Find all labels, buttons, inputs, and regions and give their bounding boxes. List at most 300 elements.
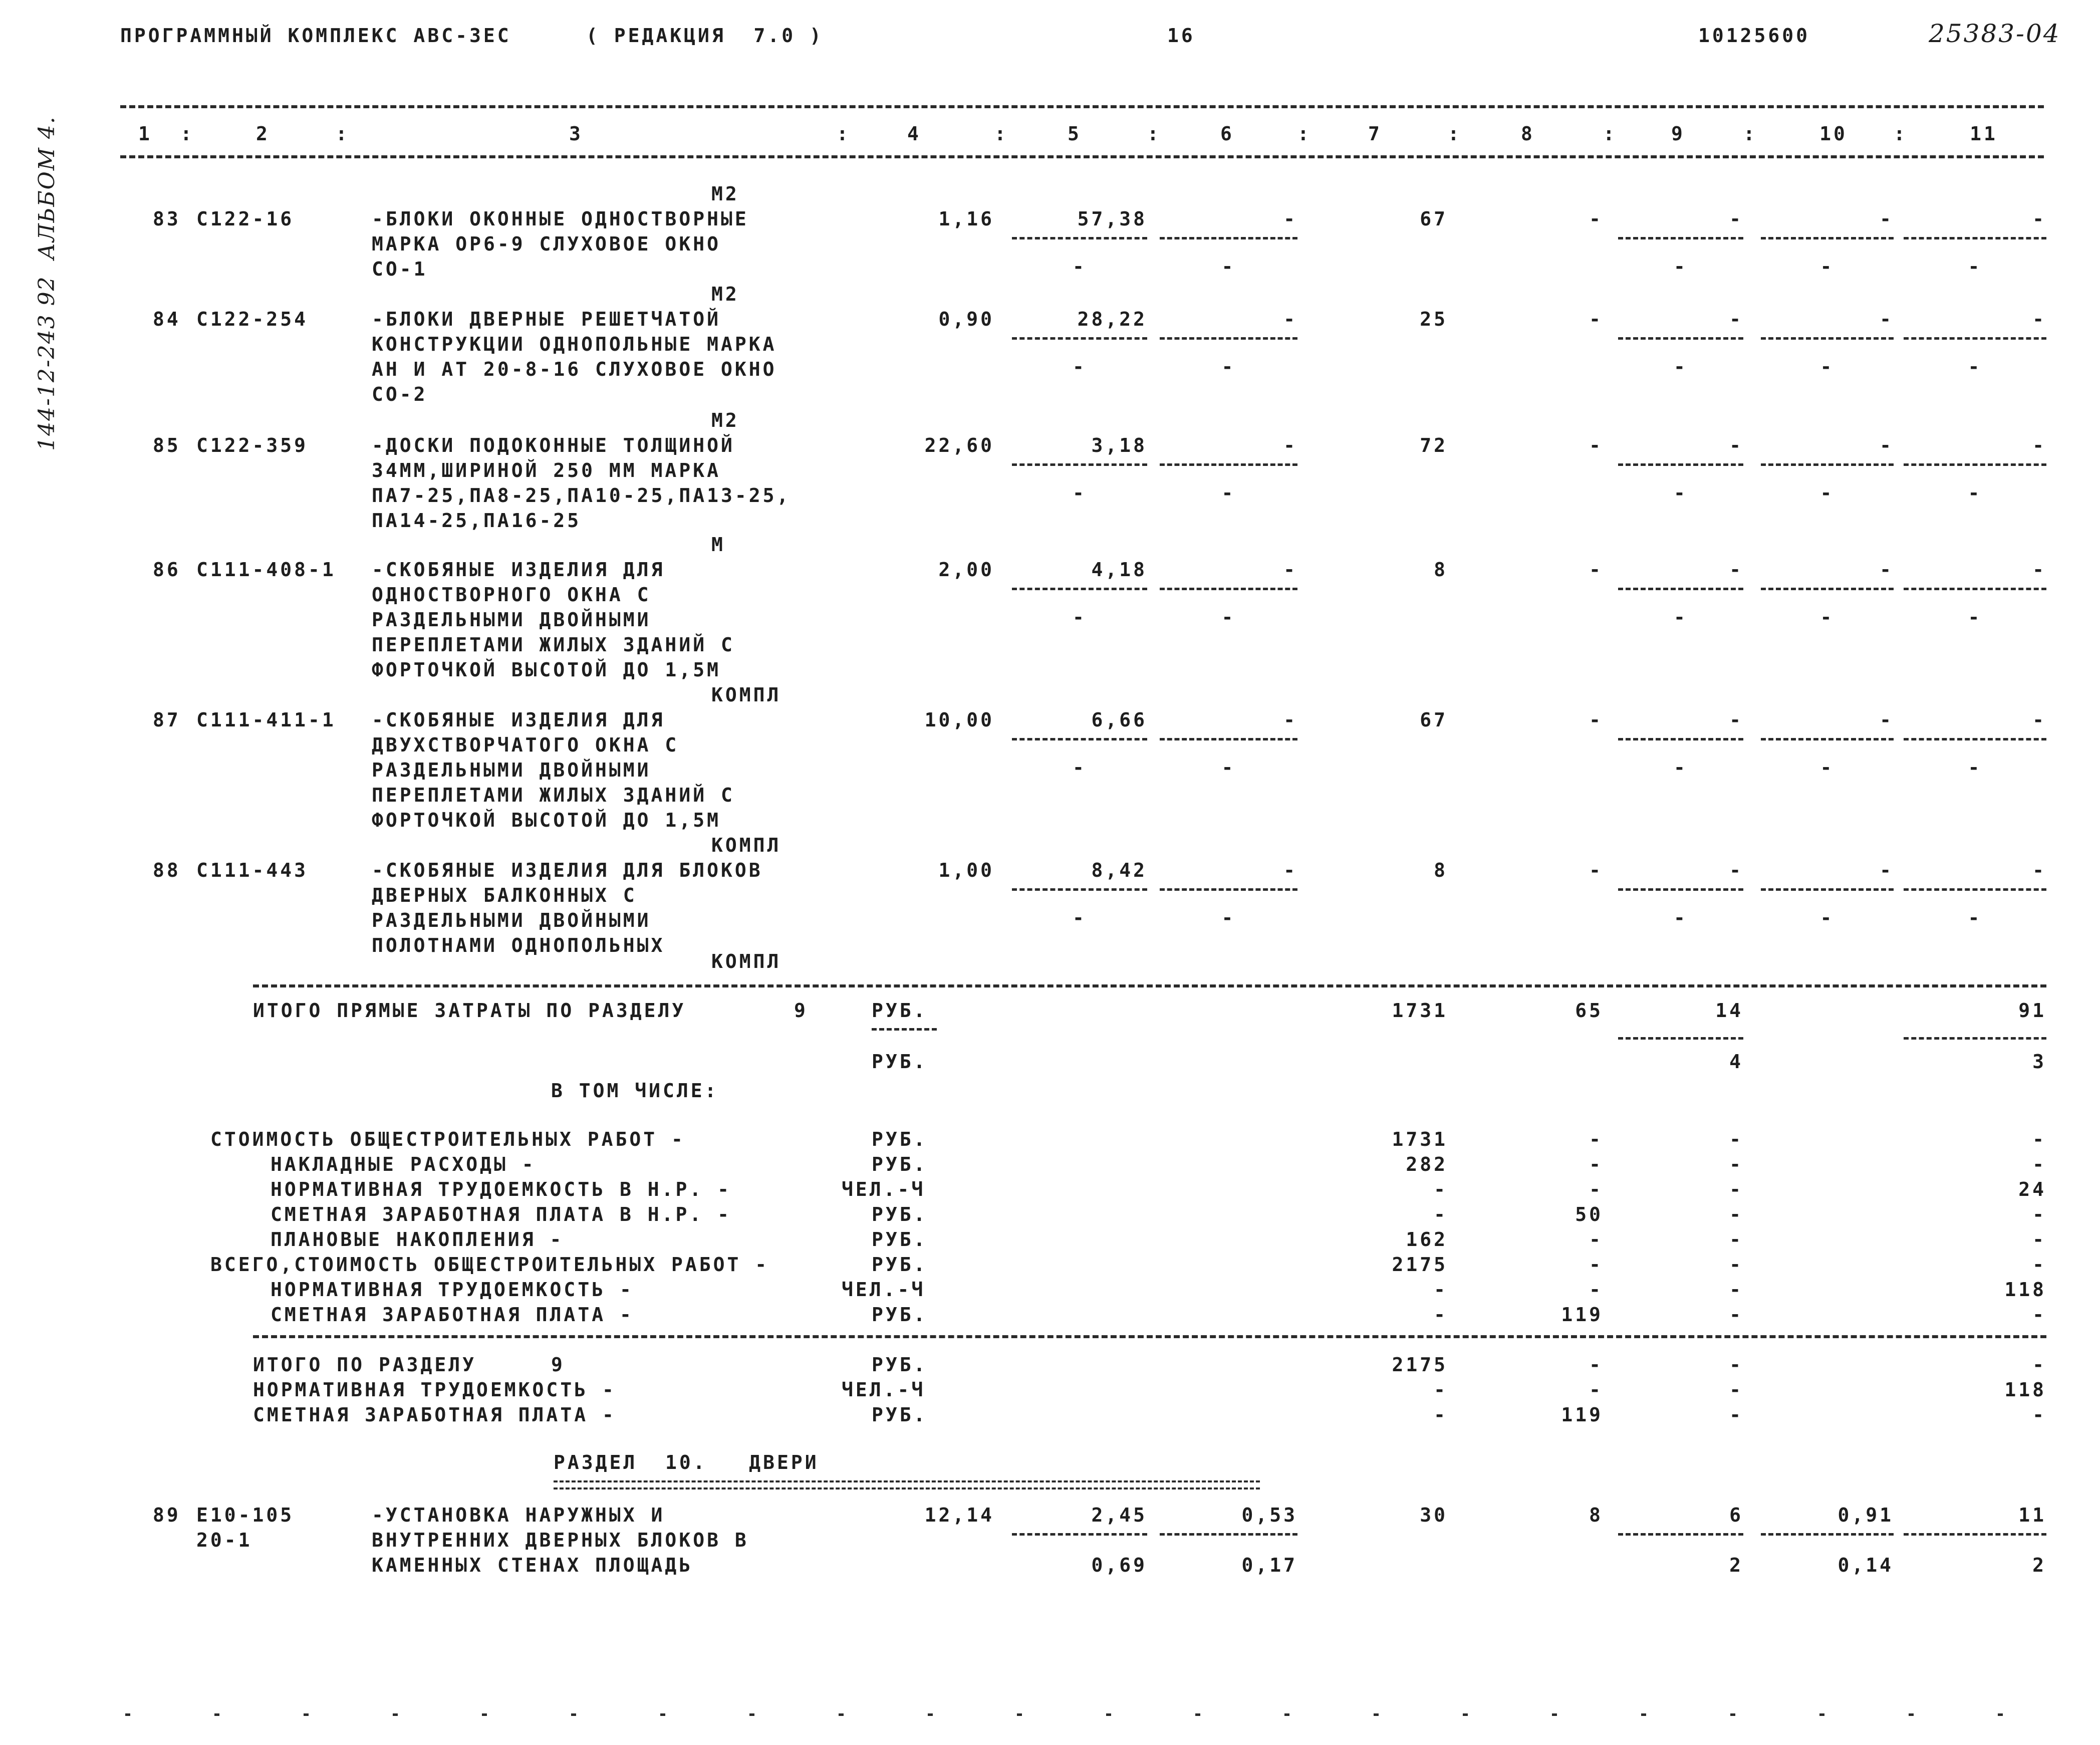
breakdown-unit: РУБ. [872,1153,928,1175]
item-description-line: ПА14-25,ПА16-25 [372,510,582,532]
labour-total: - [2032,709,2046,731]
total-wage: - [1589,308,1603,330]
breakdown-labour: 24 [2018,1178,2046,1200]
unit-cost: 57,38 [1077,208,1147,230]
price-code: C111-411-1 [196,709,336,731]
breakdown-wage: 119 [1561,1304,1603,1326]
item-description-line: ПА7-25,ПА8-25,ПА10-25,ПА13-25, [372,484,791,507]
column-separator: : [837,123,851,145]
breakdown-machine: - [1729,1128,1743,1150]
item-number: 83 [153,208,181,230]
sub-value: - [1073,757,1087,779]
machine-cost: - [1729,709,1743,731]
breakdown-cost: 282 [1406,1153,1448,1175]
item-description-line: 34ММ,ШИРИНОЙ 250 ММ МАРКА [372,459,721,481]
total-wage: - [1589,559,1603,581]
breakdown-label: НОРМАТИВНАЯ ТРУДОЕМКОСТЬ - [271,1279,634,1301]
item-value: 12,14 [924,1504,994,1526]
price-code: C122-359 [196,434,309,456]
item-description-line: АН И АТ 20-8-16 СЛУХОВОЕ ОКНО [372,358,777,380]
breakdown-wage: - [1589,1254,1603,1276]
unit-label: М [711,534,725,556]
breakdown-unit: ЧЕЛ.-Ч [842,1279,926,1301]
column-number: 11 [1970,123,1998,145]
section-total-wage: 119 [1561,1404,1603,1426]
tick-mark [1195,1713,1200,1716]
sub-value: - [1674,757,1688,779]
total-direct-cost: 1731 [1392,1000,1448,1022]
column-separator: : [1448,123,1462,145]
column-separator: : [336,123,350,145]
value-separator [1012,1533,1147,1536]
breakdown-labour: - [2032,1128,2046,1150]
total-wage: - [1589,434,1603,456]
item-number: 86 [153,559,181,581]
item-value: 8 [1589,1504,1603,1526]
sub-value: - [1820,606,1834,628]
labour-unit: - [1880,859,1894,881]
column-number: 10 [1819,123,1848,145]
breakdown-labour: 118 [2004,1279,2046,1301]
value-separator [1761,463,1894,466]
sub-value: - [1073,606,1087,628]
breakdown-label: СМЕТНАЯ ЗАРАБОТНАЯ ПЛАТА - [271,1304,634,1326]
tick-mark [839,1713,844,1716]
tick-mark [1552,1713,1557,1716]
breakdown-label: НОРМАТИВНАЯ ТРУДОЕМКОСТЬ В Н.Р. - [271,1178,731,1200]
breakdown-labour: - [2032,1153,2046,1175]
sub-value: - [1820,356,1834,378]
sub-value: - [1968,606,1982,628]
labour-total: - [2032,859,2046,881]
item-value: 30 [1420,1504,1448,1526]
tick-mark [1106,1713,1111,1716]
labour-unit: - [1880,709,1894,731]
labour-total: - [2032,434,2046,456]
breakdown-unit: РУБ. [872,1254,928,1276]
tick-mark [1909,1713,1914,1716]
column-number: 6 [1220,123,1234,145]
column-number: 1 [138,123,152,145]
price-code-suffix: 20-1 [196,1529,252,1551]
item-value: 2,45 [1091,1504,1147,1526]
total-direct-labour-machine: 3 [2032,1051,2046,1073]
machine-cost: - [1729,308,1743,330]
value-separator [1160,1533,1297,1536]
value-separator [1761,1533,1894,1536]
value-separator [1904,337,2046,340]
item-description-line: РАЗДЕЛЬНЫМИ ДВОЙНЫМИ [372,909,651,931]
item-description-line: -СКОБЯНЫЕ ИЗДЕЛИЯ ДЛЯ БЛОКОВ [372,859,763,881]
price-code: C122-254 [196,308,309,330]
value-separator [1761,337,1894,340]
item-number: 84 [153,308,181,330]
item-number: 87 [153,709,181,731]
item-description-line: -БЛОКИ ДВЕРНЫЕ РЕШЕТЧАТОЙ [372,308,721,330]
section-total-unit: РУБ. [872,1404,928,1426]
column-separator: : [1297,123,1311,145]
breakdown-machine: - [1729,1203,1743,1225]
unit-label: M2 [711,183,739,205]
total-cost: 72 [1420,434,1448,456]
item-description-line: ПЕРЕПЛЕТАМИ ЖИЛЫХ ЗДАНИЙ С [372,784,735,806]
breakdown-unit: ЧЕЛ.-Ч [842,1178,926,1200]
column-number: 4 [907,123,921,145]
sub-value: - [1820,757,1834,779]
tick-mark [482,1713,487,1716]
column-number: 8 [1521,123,1535,145]
breakdown-cost: 2175 [1392,1254,1448,1276]
section-total-unit: ЧЕЛ.-Ч [842,1379,926,1401]
column-separator: : [994,123,1008,145]
breakdown-label: СМЕТНАЯ ЗАРАБОТНАЯ ПЛАТА В Н.Р. - [271,1203,731,1225]
item-description-line: -УСТАНОВКА НАРУЖНЫХ И [372,1504,665,1526]
sub-value: - [1968,356,1982,378]
labour-unit: - [1880,434,1894,456]
breakdown-labour: - [2032,1203,2046,1225]
sub-value: - [1968,256,1982,278]
value-separator [1012,237,1147,239]
price-code: C111-443 [196,859,309,881]
sub-value: - [1968,757,1982,779]
total-wage: - [1589,208,1603,230]
breakdown-machine: - [1729,1178,1743,1200]
item-value: 0,91 [1838,1504,1894,1526]
unit-cost: 28,22 [1077,308,1147,330]
tick-mark [571,1713,576,1716]
item-description-line: -ДОСКИ ПОДОКОННЫЕ ТОЛЩИНОЙ [372,434,735,456]
tick-mark [304,1713,309,1716]
breakdown-machine: - [1729,1254,1743,1276]
tick-mark [1374,1713,1379,1716]
column-separator: : [180,123,194,145]
quantity: 1,00 [938,859,994,881]
value-separator [1160,888,1297,891]
labour-total: - [2032,559,2046,581]
column-separator: : [1147,123,1161,145]
labour-total: - [2032,208,2046,230]
breakdown-labour: - [2032,1254,2046,1276]
item-description-line: КОНСТРУКЦИИ ОДНОПОЛЬНЫЕ МАРКА [372,333,777,355]
item-value: 11 [2018,1504,2046,1526]
value-separator [1904,888,2046,891]
tick-mark [1998,1713,2003,1716]
tick-mark [1730,1713,1735,1716]
machine-cost: - [1729,559,1743,581]
section-total-machine: - [1729,1404,1743,1426]
item-description-line: РАЗДЕЛЬНЫМИ ДВОЙНЫМИ [372,759,651,781]
sub-value: 0,17 [1241,1554,1297,1576]
breakdown-machine: - [1729,1304,1743,1326]
section-total-rule [253,1335,2046,1338]
value-separator [1618,738,1743,740]
value-separator [1012,888,1147,891]
value-separator [1904,1533,2046,1536]
value-separator [1012,588,1147,590]
tick-mark [660,1713,665,1716]
breakdown-cost: - [1434,1178,1448,1200]
item-description-line: ДВЕРНЫХ БАЛКОННЫХ С [372,884,637,906]
breakdown-machine: - [1729,1228,1743,1251]
value-separator [1618,237,1743,239]
breakdown-machine: - [1729,1153,1743,1175]
total-cost: 67 [1420,709,1448,731]
sub-value: 0,14 [1838,1554,1894,1576]
breakdown-wage: - [1589,1228,1603,1251]
value-separator [1904,588,2046,590]
item-number: 89 [153,1504,181,1526]
sub-value: - [1073,356,1087,378]
unit-label: M2 [711,409,739,431]
item-description-line: СО-1 [372,258,428,280]
section-total-cost: - [1434,1379,1448,1401]
value-separator [1160,588,1297,590]
item-description-line: ОДНОСТВОРНОГО ОКНА С [372,584,651,606]
item-description-line: -СКОБЯНЫЕ ИЗДЕЛИЯ ДЛЯ [372,559,665,581]
item-description-line: ФОРТОЧКОЙ ВЫСОТОЙ ДО 1,5М [372,809,721,831]
value-separator [1761,237,1894,239]
sub-value: - [1221,482,1236,504]
total-direct-section: 9 [794,1000,808,1022]
total-direct-unit: РУБ. [872,1000,928,1022]
breakdown-cost: 162 [1406,1228,1448,1251]
labour-unit: - [1880,308,1894,330]
unit-wage: - [1283,709,1297,731]
column-number: 7 [1368,123,1382,145]
value-separator [1904,1037,2046,1040]
sub-value: - [1674,606,1688,628]
unit-cost: 4,18 [1091,559,1147,581]
sub-value: - [1221,256,1236,278]
value-separator [1618,337,1743,340]
breakdown-wage: 50 [1575,1203,1603,1225]
doc-code: 10125600 [1698,25,1810,47]
item-description-line: ДВУХСТВОРЧАТОГО ОКНА С [372,734,679,756]
item-description-line: -СКОБЯНЫЕ ИЗДЕЛИЯ ДЛЯ [372,709,665,731]
total-wage: - [1589,709,1603,731]
value-separator [1618,1533,1743,1536]
page-number: 16 [1167,25,1195,47]
item-description-line: КАМЕННЫХ СТЕНАХ ПЛОЩАДЬ [372,1554,693,1576]
item-description-line: ВНУТРЕННИХ ДВЕРНЫХ БЛОКОВ В [372,1529,749,1551]
total-cost: 8 [1434,859,1448,881]
tick-mark [1819,1713,1824,1716]
value-separator [1618,463,1743,466]
sub-value: - [1073,256,1087,278]
item-description-line: ПЕРЕПЛЕТАМИ ЖИЛЫХ ЗДАНИЙ С [372,634,735,656]
breakdown-wage: - [1589,1178,1603,1200]
breakdown-label: НАКЛАДНЫЕ РАСХОДЫ - [271,1153,536,1175]
machine-cost: - [1729,434,1743,456]
value-separator [1618,1037,1743,1040]
section-total-label: НОРМАТИВНАЯ ТРУДОЕМКОСТЬ - [253,1379,616,1401]
sub-value: - [1221,907,1236,929]
section-total-cost: - [1434,1404,1448,1426]
tick-mark [214,1713,219,1716]
breakdown-unit: РУБ. [872,1203,928,1225]
value-separator [1761,888,1894,891]
section-10-underline [554,1480,1260,1489]
breakdown-label: СТОИМОСТЬ ОБЩЕСТРОИТЕЛЬНЫХ РАБОТ - [210,1128,685,1150]
value-separator [1618,888,1743,891]
unit-label: M2 [711,283,739,305]
breakdown-label: ВСЕГО,СТОИМОСТЬ ОБЩЕСТРОИТЕЛЬНЫХ РАБОТ - [210,1254,769,1276]
section-total-machine: - [1729,1354,1743,1376]
sub-value: - [1073,482,1087,504]
sub-value: - [1968,907,1982,929]
sub-value: - [1221,356,1236,378]
unit-cost: 6,66 [1091,709,1147,731]
sub-value: - [1820,907,1834,929]
sub-value: 0,69 [1091,1554,1147,1576]
sub-value: - [1820,482,1834,504]
breakdown-machine: - [1729,1279,1743,1301]
section-total-labour: - [2032,1354,2046,1376]
item-number: 85 [153,434,181,456]
value-separator [1618,588,1743,590]
album-side-label: 144-12-243 92 АЛЬБОМ 4. [34,116,60,451]
unit-wage: - [1283,208,1297,230]
item-description-line: ФОРТОЧКОЙ ВЫСОТОЙ ДО 1,5М [372,659,721,681]
value-separator [1012,337,1147,340]
item-description-line: РАЗДЕЛЬНЫМИ ДВОЙНЫМИ [372,609,651,631]
section-total-labour: 118 [2004,1379,2046,1401]
price-code: C122-16 [196,208,295,230]
quantity: 22,60 [924,434,994,456]
total-direct-machine: 14 [1715,1000,1743,1022]
price-code: C111-408-1 [196,559,336,581]
totals-rule [253,984,2046,987]
quantity: 10,00 [924,709,994,731]
breakdown-wage: - [1589,1128,1603,1150]
edition-label: ( РЕДАКЦИЯ 7.0 ) [586,25,824,47]
machine-cost: - [1729,859,1743,881]
labour-total: - [2032,308,2046,330]
value-separator [872,1028,937,1031]
unit-cost: 8,42 [1091,859,1147,881]
item-description-line: МАРКА ОР6-9 СЛУХОВОЕ ОКНО [372,233,721,255]
section-10-title: РАЗДЕЛ 10. ДВЕРИ [554,1451,819,1473]
item-description-line: СО-2 [372,383,428,405]
tick-mark [1463,1713,1468,1716]
value-separator [1761,738,1894,740]
value-separator [1160,237,1297,239]
total-cost: 67 [1420,208,1448,230]
total-cost: 25 [1420,308,1448,330]
section-total-label: СМЕТНАЯ ЗАРАБОТНАЯ ПЛАТА - [253,1404,616,1426]
breakdown-cost: - [1434,1203,1448,1225]
section-total-wage: - [1589,1354,1603,1376]
section-total-cost: 2175 [1392,1354,1448,1376]
unit-wage: - [1283,559,1297,581]
unit-label: КОМПЛ [711,684,781,706]
column-separator: : [1743,123,1757,145]
sub-value: - [1221,606,1236,628]
value-separator [1904,738,2046,740]
breakdown-labour: - [2032,1304,2046,1326]
column-separator: : [1603,123,1617,145]
breakdown-wage: - [1589,1279,1603,1301]
unit-cost: 3,18 [1091,434,1147,456]
unit-wage: - [1283,859,1297,881]
sub-value: - [1674,356,1688,378]
doc-number: 25383-04 [1929,19,2061,48]
value-separator [1904,463,2046,466]
breakdown-labour: - [2032,1228,2046,1251]
value-separator [1160,738,1297,740]
price-code: E10-105 [196,1504,295,1526]
section-total-machine: - [1729,1379,1743,1401]
unit-wage: - [1283,434,1297,456]
total-direct-label: ИТОГО ПРЯМЫЕ ЗАТРАТЫ ПО РАЗДЕЛУ [253,1000,686,1022]
machine-cost: - [1729,208,1743,230]
sub-value: - [1674,256,1688,278]
header-rule-bottom [120,155,2044,158]
value-separator [1904,237,2046,239]
sub-value: 2 [2032,1554,2046,1576]
item-number: 88 [153,859,181,881]
tick-mark [1284,1713,1289,1716]
tick-mark [749,1713,754,1716]
tick-mark [928,1713,933,1716]
total-direct-wage: 65 [1575,1000,1603,1022]
tick-mark [125,1713,130,1716]
section-total-wage: - [1589,1379,1603,1401]
including-label: В ТОМ ЧИСЛЕ: [551,1080,719,1102]
total-cost: 8 [1434,559,1448,581]
unit-label: КОМПЛ [711,950,781,972]
quantity: 2,00 [938,559,994,581]
breakdown-unit: РУБ. [872,1228,928,1251]
column-number: 3 [569,123,583,145]
unit-label: КОМПЛ [711,834,781,856]
sub-value: 2 [1729,1554,1743,1576]
program-title: ПРОГРАММНЫЙ КОМПЛЕКС АВС-3ЕС [120,25,511,47]
item-description-line: -БЛОКИ ОКОННЫЕ ОДНОСТВОРНЫЕ [372,208,749,230]
column-number: 5 [1068,123,1082,145]
value-separator [1160,337,1297,340]
column-separator: : [1894,123,1908,145]
tick-mark [393,1713,398,1716]
breakdown-cost: - [1434,1304,1448,1326]
total-direct-machine-wage: 4 [1729,1051,1743,1073]
quantity: 0,90 [938,308,994,330]
value-separator [1160,463,1297,466]
breakdown-unit: РУБ. [872,1128,928,1150]
sub-value: - [1674,907,1688,929]
breakdown-cost: - [1434,1279,1448,1301]
breakdown-cost: 1731 [1392,1128,1448,1150]
sub-value: - [1073,907,1087,929]
item-value: 0,53 [1241,1504,1297,1526]
sub-value: - [1221,757,1236,779]
unit-wage: - [1283,308,1297,330]
labour-unit: - [1880,208,1894,230]
value-separator [1012,738,1147,740]
item-description-line: ПОЛОТНАМИ ОДНОПОЛЬНЫХ [372,934,665,956]
column-number: 9 [1671,123,1685,145]
column-number: 2 [256,123,270,145]
sub-value: - [1968,482,1982,504]
total-direct-labour: 91 [2018,1000,2046,1022]
tick-mark [1017,1713,1022,1716]
breakdown-wage: - [1589,1153,1603,1175]
sub-value: - [1820,256,1834,278]
total-direct-unit: РУБ. [872,1051,928,1073]
section-total-label: ИТОГО ПО РАЗДЕЛУ [253,1354,477,1376]
labour-unit: - [1880,559,1894,581]
section-total-labour: - [2032,1404,2046,1426]
